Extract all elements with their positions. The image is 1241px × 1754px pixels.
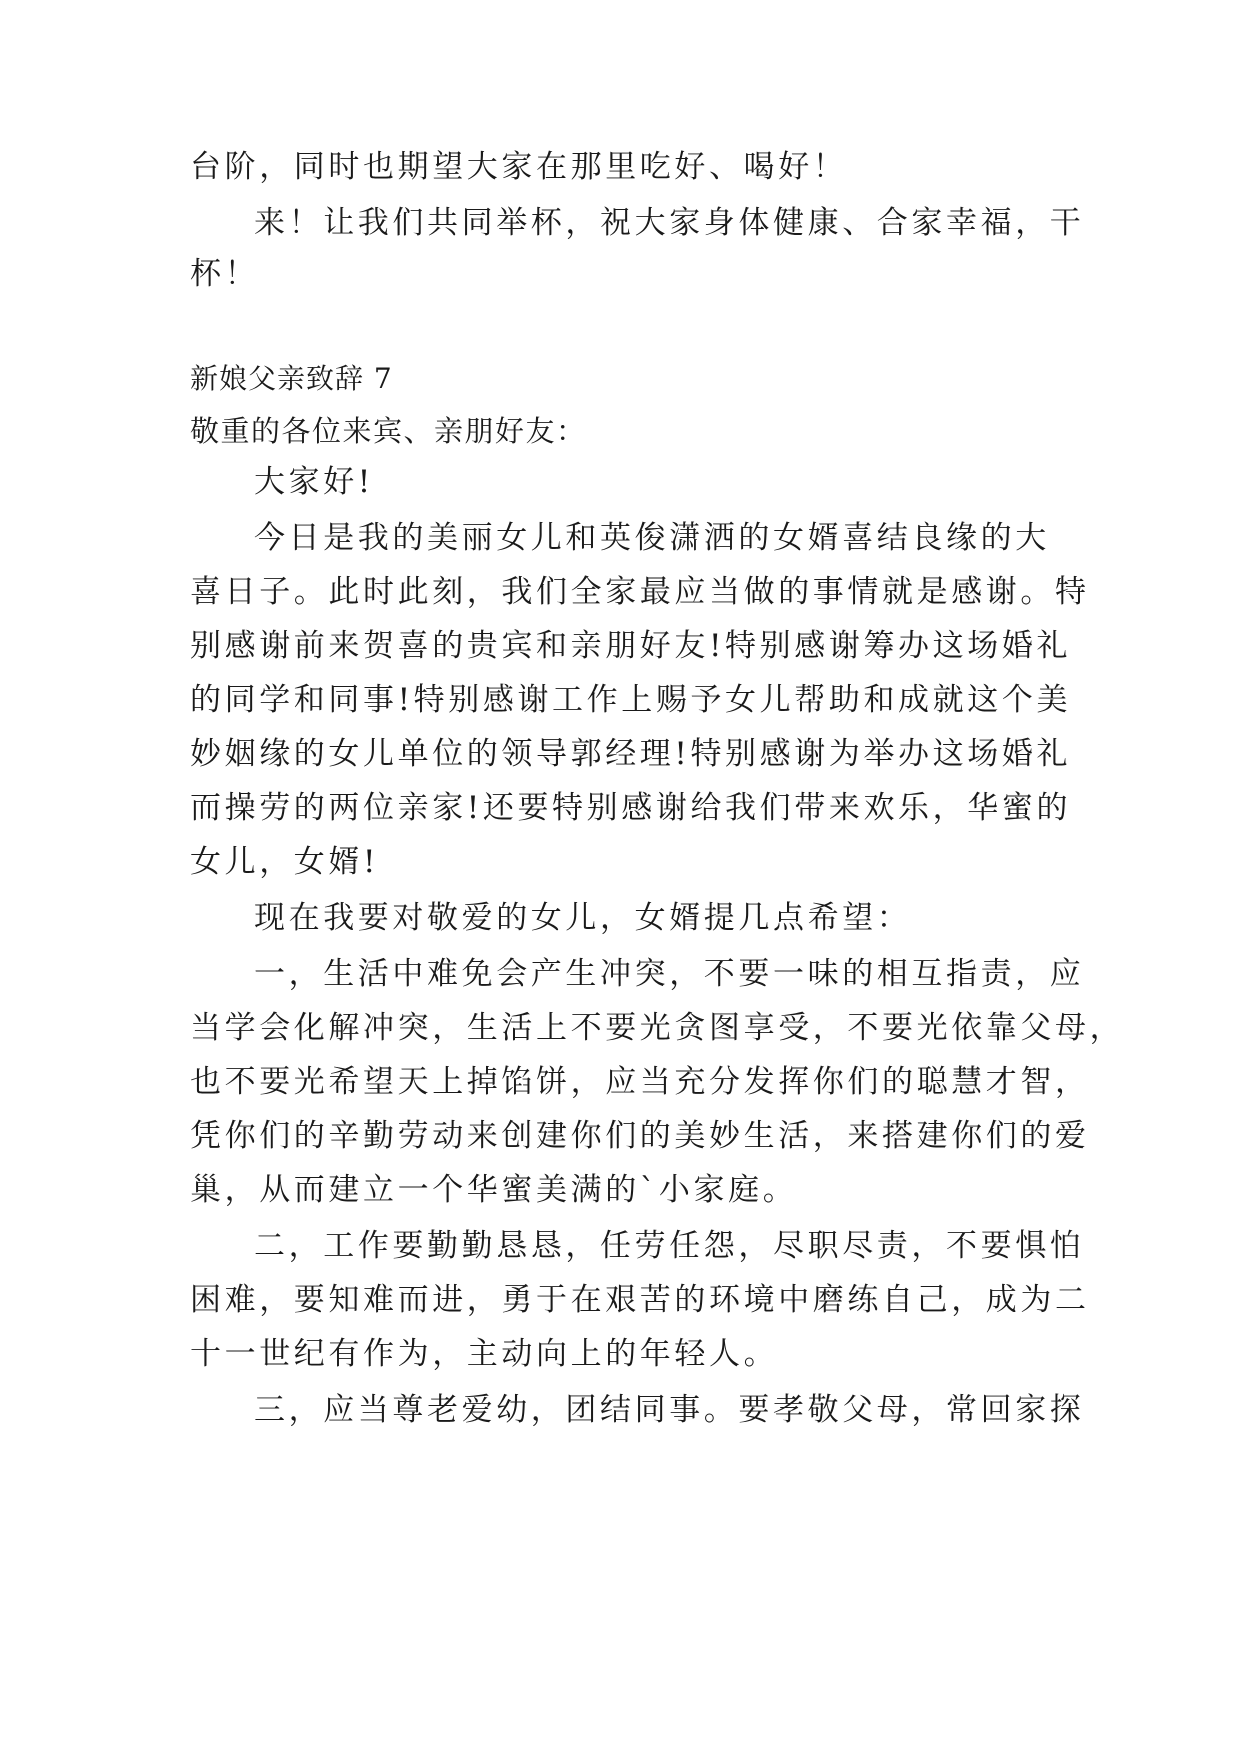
text-line: 妙姻缘的女儿单位的领导郭经理!特别感谢为举办这场婚礼 [190,736,1072,772]
text-line: 也不要光希望天上掉馅饼，应当充分发挥你们的聪慧才智， [190,1064,1090,1100]
text-line: 而操劳的两位亲家!还要特别感谢给我们带来欢乐，华蜜的 [190,790,1072,826]
text-line: 的同学和同事!特别感谢工作上赐予女儿帮助和成就这个美 [190,682,1072,718]
text-line: 杯！ [190,256,260,292]
text-line: 当学会化解冲突，生活上不要光贪图享受，不要光依靠父母， [190,1010,1125,1046]
text-line: 二，工作要勤勤恳恳，任劳任怨，尽职尽责，不要惧怕 [254,1228,1085,1264]
text-line: 女儿，女婿! [190,844,380,880]
text-line: 凭你们的辛勤劳动来创建你们的美妙生活，来搭建你们的爱 [190,1118,1090,1154]
text-line: 一，生活中难免会产生冲突，不要一味的相互指责，应 [254,956,1085,992]
text-line: 来！让我们共同举杯，祝大家身体健康、合家幸福，干 [254,205,1085,241]
text-line: 现在我要对敬爱的女儿，女婿提几点希望： [254,900,912,936]
text-line: 困难，要知难而进，勇于在艰苦的环境中磨练自己，成为二 [190,1282,1090,1318]
text-line: 十一世纪有作为，主动向上的年轻人。 [190,1336,779,1372]
greeting: 大家好! [254,464,374,500]
text-line: 喜日子。此时此刻，我们全家最应当做的事情就是感谢。特 [190,574,1090,610]
salutation: 敬重的各位来宾、亲朋好友： [190,414,587,448]
text-line: 今日是我的美丽女儿和英俊潇洒的女婿喜结良缘的大 [254,520,1050,556]
text-line: 台阶，同时也期望大家在那里吃好、喝好！ [190,149,848,185]
text-line: 三，应当尊老爱幼，团结同事。要孝敬父母，常回家探 [254,1392,1085,1428]
text-line: 别感谢前来贺喜的贵宾和亲朋好友!特别感谢筹办这场婚礼 [190,628,1072,664]
text-line: 巢，从而建立一个华蜜美满的`小家庭。 [190,1172,798,1208]
section-title: 新娘父亲致辞 7 [190,362,393,395]
